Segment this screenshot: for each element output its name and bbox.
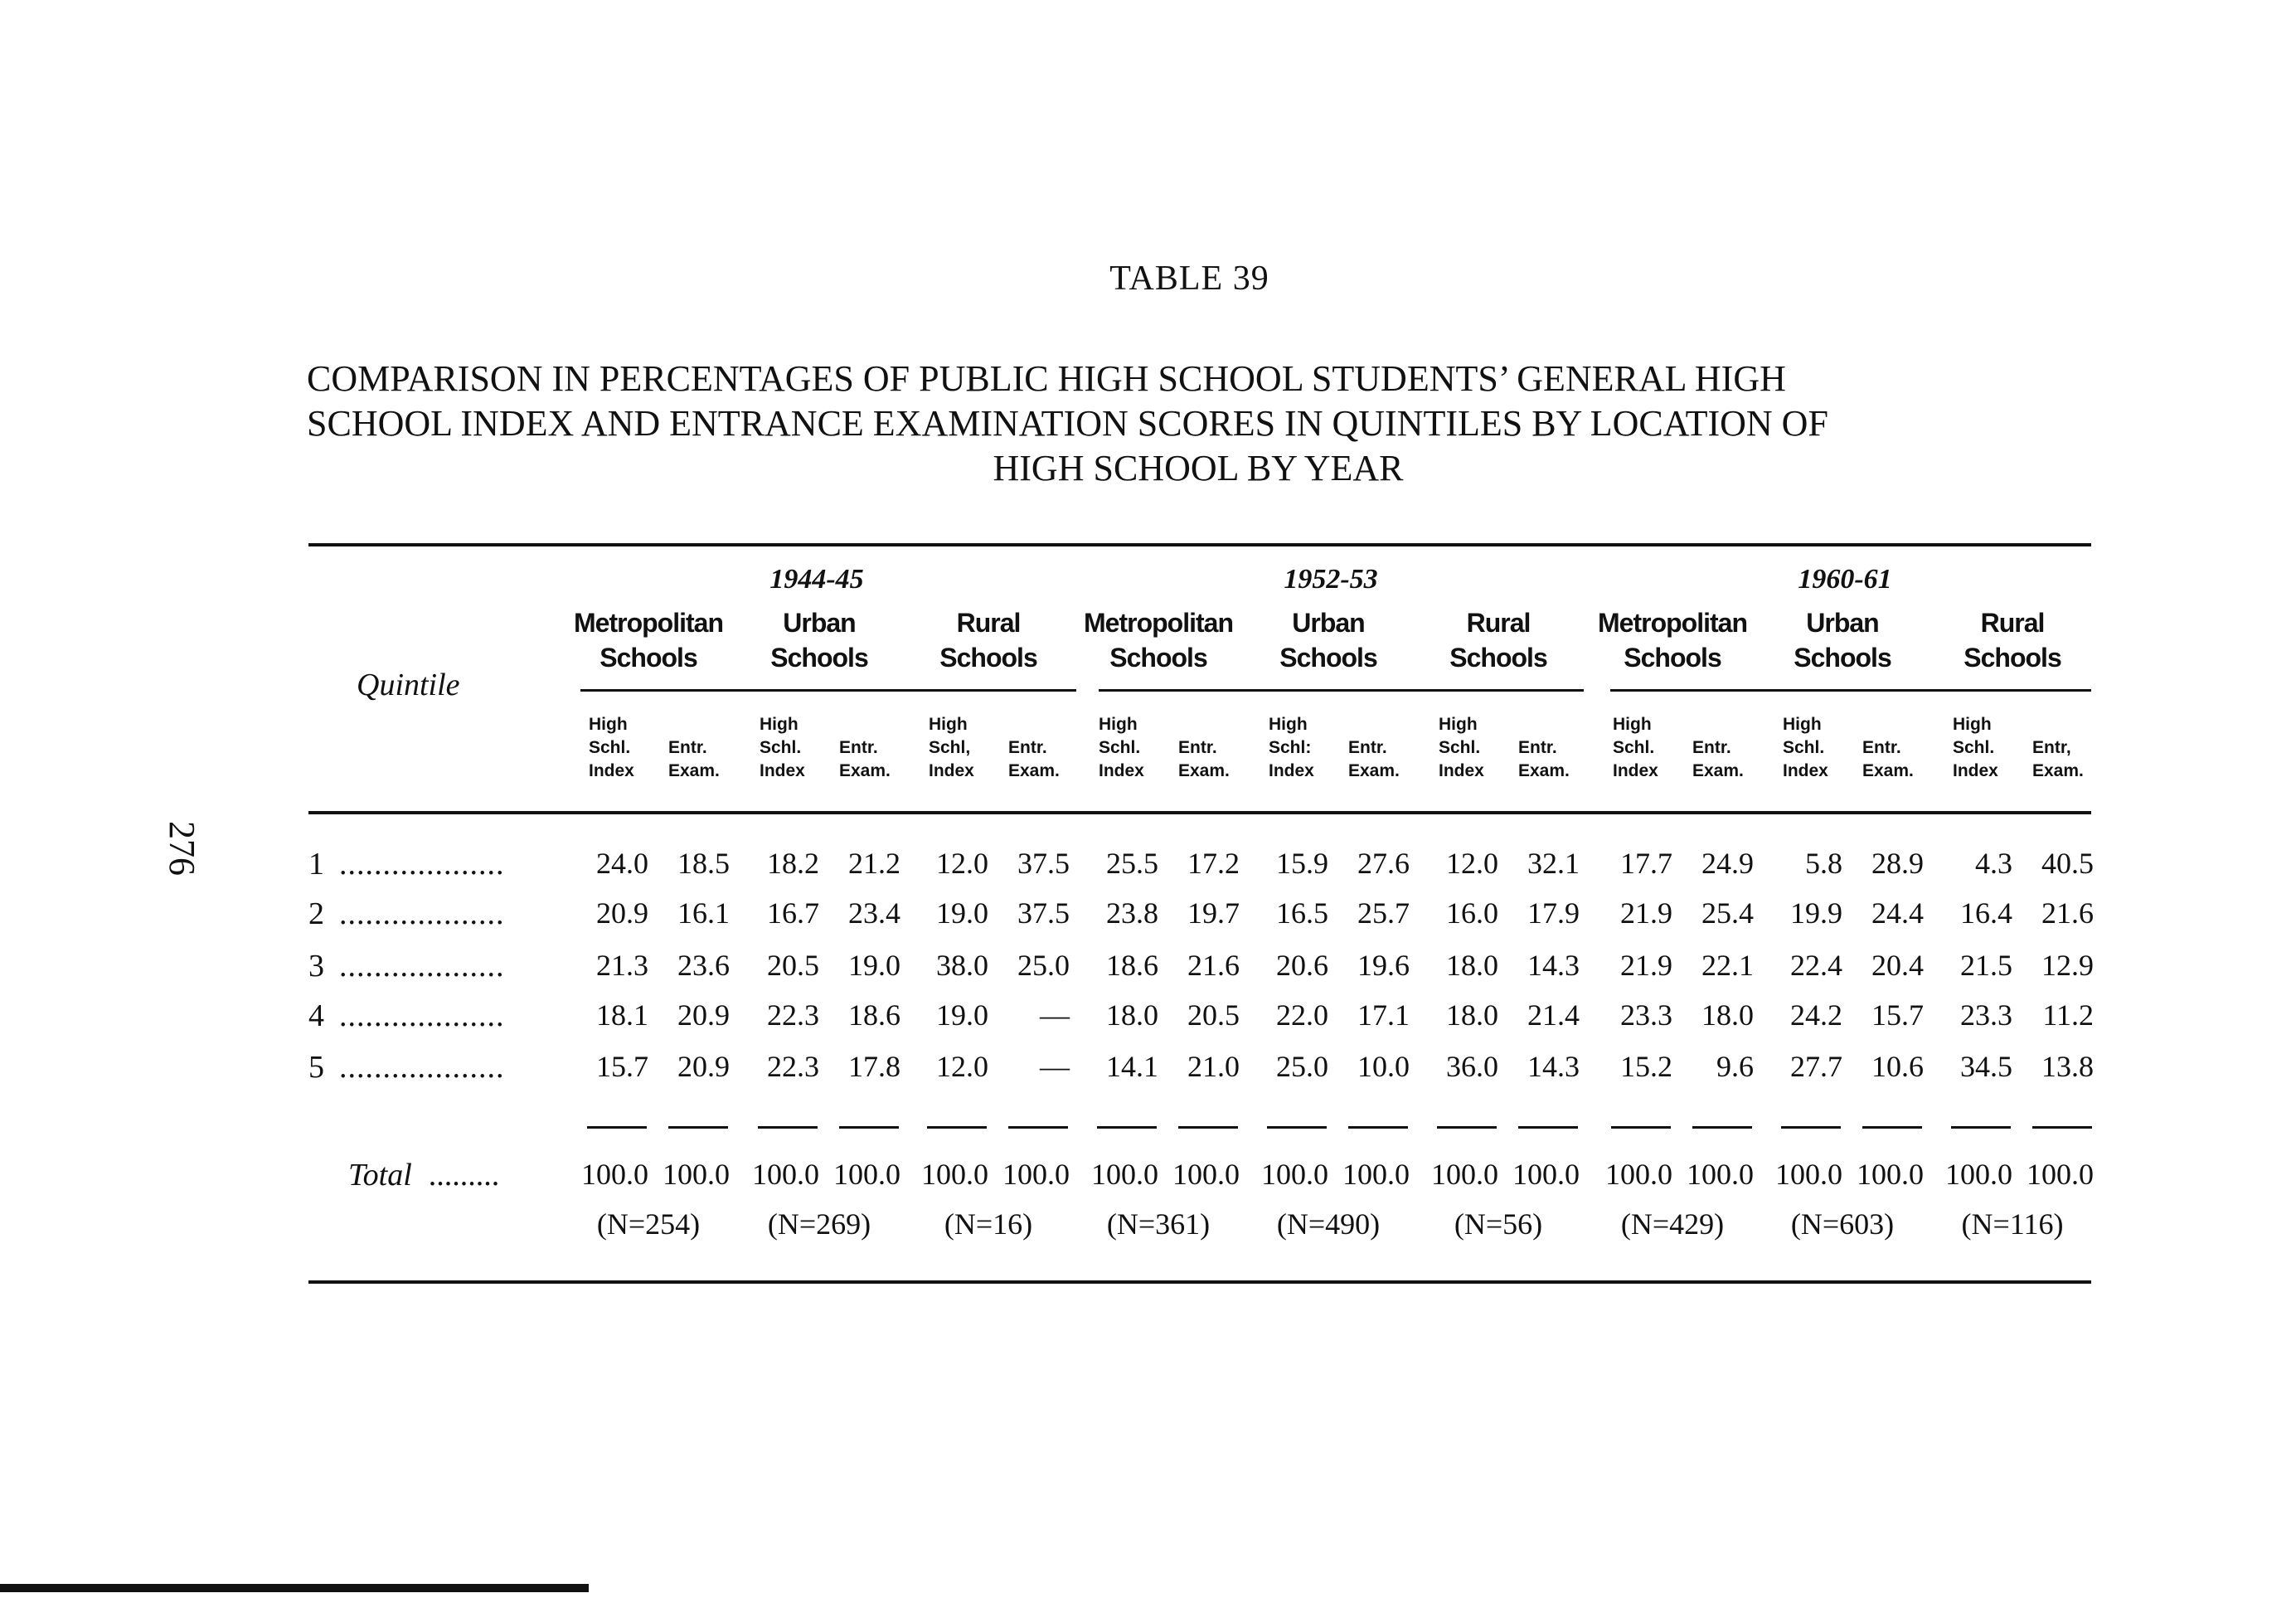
group-line-2: Schools <box>1279 643 1377 673</box>
table-cell: 21.6 <box>2041 896 2094 930</box>
table-cell: 20.9 <box>677 998 730 1032</box>
total-cell: 100.0 <box>1002 1158 1070 1191</box>
entrance-exam-header <box>1862 736 1937 783</box>
subheader-line: Schl. <box>589 738 631 757</box>
leader-dots: ................... <box>339 896 505 931</box>
subheader-line: High <box>760 715 799 734</box>
subheader-line: Entr. <box>1862 738 1901 757</box>
table-cell: 24.2 <box>1790 998 1842 1032</box>
group-line-2: Schools <box>770 643 868 673</box>
table-cell: 20.9 <box>596 896 648 930</box>
subheader-line: Exam. <box>1178 761 1230 780</box>
total-separator-dash <box>758 1126 818 1129</box>
subheader-line: Schl. <box>760 738 802 757</box>
total-cell: 100.0 <box>921 1158 988 1191</box>
table-cell: 21.3 <box>596 949 648 982</box>
table-cell: 25.0 <box>1276 1050 1328 1083</box>
group-line-2: Schools <box>599 643 697 673</box>
n-count: (N=603) <box>1790 1207 1895 1241</box>
total-separator-dash <box>1951 1126 2011 1129</box>
subheader-line: Schl, <box>929 738 971 757</box>
total-row-label <box>348 1157 499 1193</box>
quintile-row-label <box>308 948 505 984</box>
total-cell: 100.0 <box>1687 1158 1754 1191</box>
year-span-rule <box>1099 689 1584 692</box>
page-number: 276 <box>162 821 202 876</box>
quintile-row-label <box>308 846 505 882</box>
high-school-index-header <box>1613 713 1687 783</box>
year-header: 1944-45 <box>769 564 864 595</box>
table-cell: 14.3 <box>1527 949 1580 982</box>
subheader-line: Schl. <box>1613 738 1655 757</box>
group-line-2: Schools <box>1963 643 2061 673</box>
subheader-line: Index <box>1613 761 1658 780</box>
high-school-index-header <box>1269 713 1343 783</box>
total-separator-dash <box>668 1126 728 1129</box>
table-cell: 23.8 <box>1106 896 1158 930</box>
high-school-index-header <box>1953 713 2027 783</box>
quintile-row-label <box>308 896 505 932</box>
total-separator-dash <box>927 1126 987 1129</box>
table-cell: 21.6 <box>1187 949 1240 982</box>
group-line-1: Urban <box>1292 608 1365 638</box>
subheader-line: Index <box>1439 761 1484 780</box>
subheader-line: High <box>1269 715 1308 734</box>
table-cell: 18.1 <box>596 998 648 1032</box>
subheader-line: High <box>929 715 968 734</box>
table-cell: 19.0 <box>936 896 988 930</box>
quintile-number: 2 <box>308 896 324 931</box>
table-caption <box>307 357 2090 491</box>
group-line-1: Metropolitan <box>574 608 723 638</box>
subheader-line: Exam. <box>839 761 891 780</box>
total-separator-dash <box>1348 1126 1408 1129</box>
group-line-1: Urban <box>783 608 856 638</box>
subheader-line: High <box>589 715 628 734</box>
table-cell: 28.9 <box>1871 847 1924 880</box>
table-cell: 21.5 <box>1960 949 2012 982</box>
caption-line-1: COMPARISON IN PERCENTAGES OF PUBLIC HIGH SCHOOL STUDENTS’ GENERAL HIGH <box>307 358 1786 399</box>
total-label-text: Total <box>348 1158 412 1192</box>
entrance-exam-header <box>2032 736 2107 783</box>
table-cell: 12.0 <box>1446 847 1498 880</box>
subheader-line: High <box>1613 715 1652 734</box>
group-line-2: Schools <box>1449 643 1547 673</box>
subheader-line: Entr, <box>2032 738 2071 757</box>
location-group-header <box>557 605 740 675</box>
table-cell: 9.6 <box>1716 1050 1754 1083</box>
quintile-number: 4 <box>308 998 324 1033</box>
subheader-line: Index <box>1099 761 1144 780</box>
table-cell: 24.9 <box>1701 847 1754 880</box>
location-group-header <box>1237 605 1420 675</box>
subheader-line: Entr. <box>839 738 878 757</box>
leader-dots: ................... <box>339 949 505 984</box>
table-cell: 17.7 <box>1620 847 1672 880</box>
year-header: 1952-53 <box>1284 564 1378 595</box>
total-cell: 100.0 <box>1172 1158 1240 1191</box>
n-count: (N=254) <box>596 1207 701 1241</box>
n-count: (N=429) <box>1620 1207 1725 1241</box>
subheader-line: Exam. <box>1518 761 1570 780</box>
table-cell: 20.9 <box>677 1050 730 1083</box>
group-line-2: Schools <box>939 643 1037 673</box>
table-cell: 12.0 <box>936 1050 988 1083</box>
table-cell: 19.0 <box>936 998 988 1032</box>
table-cell: 19.0 <box>848 949 900 982</box>
subheader-line: Schl. <box>1783 738 1825 757</box>
table-cell: 18.2 <box>767 847 819 880</box>
total-cell: 100.0 <box>1091 1158 1158 1191</box>
total-separator-dash <box>1097 1126 1157 1129</box>
entrance-exam-header <box>1008 736 1083 783</box>
subheader-line: Index <box>1269 761 1314 780</box>
subheader-line: Entr. <box>1008 738 1047 757</box>
group-line-1: Rural <box>1980 608 2045 638</box>
table-cell: 13.8 <box>2041 1050 2094 1083</box>
n-count: (N=361) <box>1106 1207 1211 1241</box>
location-group-header <box>1067 605 1250 675</box>
table-cell: — <box>1040 1050 1070 1083</box>
table-cell: 16.1 <box>677 896 730 930</box>
group-line-2: Schools <box>1109 643 1207 673</box>
table-cell: 17.9 <box>1527 896 1580 930</box>
total-separator-dash <box>1267 1126 1327 1129</box>
total-cell: 100.0 <box>833 1158 900 1191</box>
location-group-header <box>1407 605 1590 675</box>
n-count: (N=56) <box>1454 1207 1543 1241</box>
group-line-2: Schools <box>1624 643 1721 673</box>
table-cell: 25.4 <box>1701 896 1754 930</box>
table-cell: 37.5 <box>1017 896 1070 930</box>
subheader-line: Entr. <box>1692 738 1731 757</box>
entrance-exam-header <box>668 736 743 783</box>
quintile-number: 1 <box>308 847 324 882</box>
table-cell: 18.6 <box>1106 949 1158 982</box>
subheader-line: Index <box>1953 761 1998 780</box>
table-title: TABLE 39 <box>1109 260 1269 298</box>
table-cell: 10.6 <box>1871 1050 1924 1083</box>
subheader-line: Entr. <box>1348 738 1387 757</box>
table-cell: 40.5 <box>2041 847 2094 880</box>
total-cell: 100.0 <box>1857 1158 1924 1191</box>
table-cell: 22.1 <box>1701 949 1754 982</box>
table-cell: 17.8 <box>848 1050 900 1083</box>
table-cell: 21.4 <box>1527 998 1580 1032</box>
quintile-header: Quintile <box>357 668 460 702</box>
table-cell: 15.9 <box>1276 847 1328 880</box>
table-cell: 20.6 <box>1276 949 1328 982</box>
table-cell: 16.4 <box>1960 896 2012 930</box>
total-cell: 100.0 <box>1431 1158 1498 1191</box>
subheader-line: Index <box>760 761 805 780</box>
group-line-2: Schools <box>1794 643 1891 673</box>
total-separator-dash <box>1862 1126 1922 1129</box>
high-school-index-header <box>1783 713 1857 783</box>
subheader-line: Schl. <box>1953 738 1995 757</box>
subheader-line: Exam. <box>668 761 720 780</box>
table-bottom-rule <box>308 1280 2091 1284</box>
location-group-header <box>1751 605 1934 675</box>
table-cell: 4.3 <box>1975 847 2012 880</box>
total-separator-dash <box>1611 1126 1671 1129</box>
high-school-index-header <box>760 713 834 783</box>
quintile-number: 5 <box>308 1050 324 1085</box>
scan-mark <box>0 1584 589 1592</box>
location-group-header <box>728 605 910 675</box>
quintile-number: 3 <box>308 949 324 984</box>
subheader-line: High <box>1953 715 1992 734</box>
entrance-exam-header <box>1178 736 1253 783</box>
subheader-line: Exam. <box>1692 761 1744 780</box>
table-cell: 24.0 <box>596 847 648 880</box>
entrance-exam-header <box>1692 736 1767 783</box>
table-cell: 18.0 <box>1446 998 1498 1032</box>
n-count: (N=269) <box>767 1207 871 1241</box>
table-cell: 27.7 <box>1790 1050 1842 1083</box>
location-group-header <box>1921 605 2104 675</box>
subheader-line: Entr. <box>668 738 707 757</box>
total-cell: 100.0 <box>1342 1158 1410 1191</box>
subheader-line: Entr. <box>1518 738 1557 757</box>
table-cell: 19.9 <box>1790 896 1842 930</box>
table-cell: 27.6 <box>1357 847 1410 880</box>
total-separator-dash <box>1692 1126 1752 1129</box>
table-cell: 21.9 <box>1620 949 1672 982</box>
total-separator-dash <box>1008 1126 1068 1129</box>
table-cell: — <box>1040 998 1070 1032</box>
group-line-1: Rural <box>1466 608 1531 638</box>
high-school-index-header <box>589 713 663 783</box>
entrance-exam-header <box>1518 736 1593 783</box>
n-count: (N=490) <box>1276 1207 1381 1241</box>
leader-dots: ................... <box>339 1050 505 1085</box>
n-count: (N=16) <box>944 1207 1033 1241</box>
subheader-line: Schl. <box>1439 738 1481 757</box>
total-cell: 100.0 <box>1775 1158 1842 1191</box>
leader-dots: ................... <box>339 998 505 1033</box>
table-cell: 18.0 <box>1701 998 1754 1032</box>
location-group-header <box>897 605 1080 675</box>
table-cell: 20.4 <box>1871 949 1924 982</box>
subheader-line: Exam. <box>1008 761 1060 780</box>
total-cell: 100.0 <box>1261 1158 1328 1191</box>
total-separator-dash <box>1437 1126 1497 1129</box>
total-cell: 100.0 <box>1945 1158 2012 1191</box>
table-cell: 37.5 <box>1017 847 1070 880</box>
table-top-rule <box>308 543 2091 546</box>
table-cell: 32.1 <box>1527 847 1580 880</box>
table-cell: 5.8 <box>1805 847 1842 880</box>
table-cell: 18.5 <box>677 847 730 880</box>
high-school-index-header <box>929 713 1003 783</box>
group-line-1: Metropolitan <box>1084 608 1233 638</box>
year-span-rule <box>1610 689 2091 692</box>
table-cell: 24.4 <box>1871 896 1924 930</box>
subheader-line: Schl. <box>1099 738 1141 757</box>
table-cell: 14.1 <box>1106 1050 1158 1083</box>
table-cell: 15.7 <box>596 1050 648 1083</box>
group-line-1: Urban <box>1806 608 1879 638</box>
table-cell: 22.0 <box>1276 998 1328 1032</box>
year-span-rule <box>580 689 1076 692</box>
header-bottom-rule <box>308 811 2091 814</box>
leader-dots: ................... <box>339 847 505 882</box>
table-cell: 21.2 <box>848 847 900 880</box>
subheader-line: High <box>1783 715 1822 734</box>
subheader-line: Schl: <box>1269 738 1312 757</box>
table-cell: 23.3 <box>1960 998 2012 1032</box>
leader-dots: ......... <box>428 1158 500 1192</box>
table-cell: 23.6 <box>677 949 730 982</box>
table-cell: 22.3 <box>767 1050 819 1083</box>
table-cell: 25.0 <box>1017 949 1070 982</box>
table-cell: 23.4 <box>848 896 900 930</box>
subheader-line: Index <box>589 761 634 780</box>
subheader-line: Entr. <box>1178 738 1217 757</box>
table-cell: 17.2 <box>1187 847 1240 880</box>
table-cell: 36.0 <box>1446 1050 1498 1083</box>
table-cell: 16.5 <box>1276 896 1328 930</box>
entrance-exam-header <box>839 736 914 783</box>
caption-line-3: HIGH SCHOOL BY YEAR <box>993 448 1404 488</box>
table-cell: 11.2 <box>2042 998 2094 1032</box>
year-header: 1960-61 <box>1798 564 1892 595</box>
table-cell: 22.3 <box>767 998 819 1032</box>
total-cell: 100.0 <box>663 1158 730 1191</box>
total-cell: 100.0 <box>2027 1158 2094 1191</box>
quintile-row-label <box>308 998 505 1034</box>
high-school-index-header <box>1099 713 1173 783</box>
table-cell: 25.5 <box>1106 847 1158 880</box>
subheader-line: High <box>1439 715 1478 734</box>
n-count: (N=116) <box>1961 1207 2064 1241</box>
total-cell: 100.0 <box>752 1158 819 1191</box>
caption-line-2: SCHOOL INDEX AND ENTRANCE EXAMINATION SCORES IN QUINTILES BY LOCATION OF <box>307 403 1828 444</box>
high-school-index-header <box>1439 713 1513 783</box>
table-cell: 20.5 <box>767 949 819 982</box>
table-cell: 25.7 <box>1357 896 1410 930</box>
table-cell: 22.4 <box>1790 949 1842 982</box>
table-cell: 10.0 <box>1357 1050 1410 1083</box>
total-cell: 100.0 <box>581 1158 648 1191</box>
table-cell: 18.0 <box>1106 998 1158 1032</box>
entrance-exam-header <box>1348 736 1423 783</box>
subheader-line: Index <box>1783 761 1828 780</box>
table-cell: 15.7 <box>1871 998 1924 1032</box>
table-cell: 18.0 <box>1446 949 1498 982</box>
total-separator-dash <box>1178 1126 1238 1129</box>
table-cell: 34.5 <box>1960 1050 2012 1083</box>
total-separator-dash <box>1781 1126 1841 1129</box>
subheader-line: Index <box>929 761 974 780</box>
total-cell: 100.0 <box>1512 1158 1580 1191</box>
group-line-1: Metropolitan <box>1598 608 1747 638</box>
table-cell: 19.7 <box>1187 896 1240 930</box>
table-cell: 20.5 <box>1187 998 1240 1032</box>
table-cell: 16.0 <box>1446 896 1498 930</box>
subheader-line: High <box>1099 715 1138 734</box>
table-cell: 21.0 <box>1187 1050 1240 1083</box>
table-cell: 16.7 <box>767 896 819 930</box>
total-separator-dash <box>1518 1126 1578 1129</box>
table-cell: 17.1 <box>1357 998 1410 1032</box>
total-separator-dash <box>2032 1126 2092 1129</box>
location-group-header <box>1581 605 1764 675</box>
table-cell: 12.0 <box>936 847 988 880</box>
subheader-line: Exam. <box>1862 761 1914 780</box>
table-cell: 14.3 <box>1527 1050 1580 1083</box>
total-separator-dash <box>587 1126 647 1129</box>
quintile-row-label <box>308 1049 505 1086</box>
table-cell: 23.3 <box>1620 998 1672 1032</box>
table-cell: 21.9 <box>1620 896 1672 930</box>
total-cell: 100.0 <box>1605 1158 1672 1191</box>
subheader-line: Exam. <box>2032 761 2084 780</box>
group-line-1: Rural <box>956 608 1021 638</box>
table-cell: 15.2 <box>1620 1050 1672 1083</box>
table-cell: 19.6 <box>1357 949 1410 982</box>
total-separator-dash <box>839 1126 899 1129</box>
table-cell: 18.6 <box>848 998 900 1032</box>
table-cell: 12.9 <box>2041 949 2094 982</box>
subheader-line: Exam. <box>1348 761 1400 780</box>
table-cell: 38.0 <box>936 949 988 982</box>
